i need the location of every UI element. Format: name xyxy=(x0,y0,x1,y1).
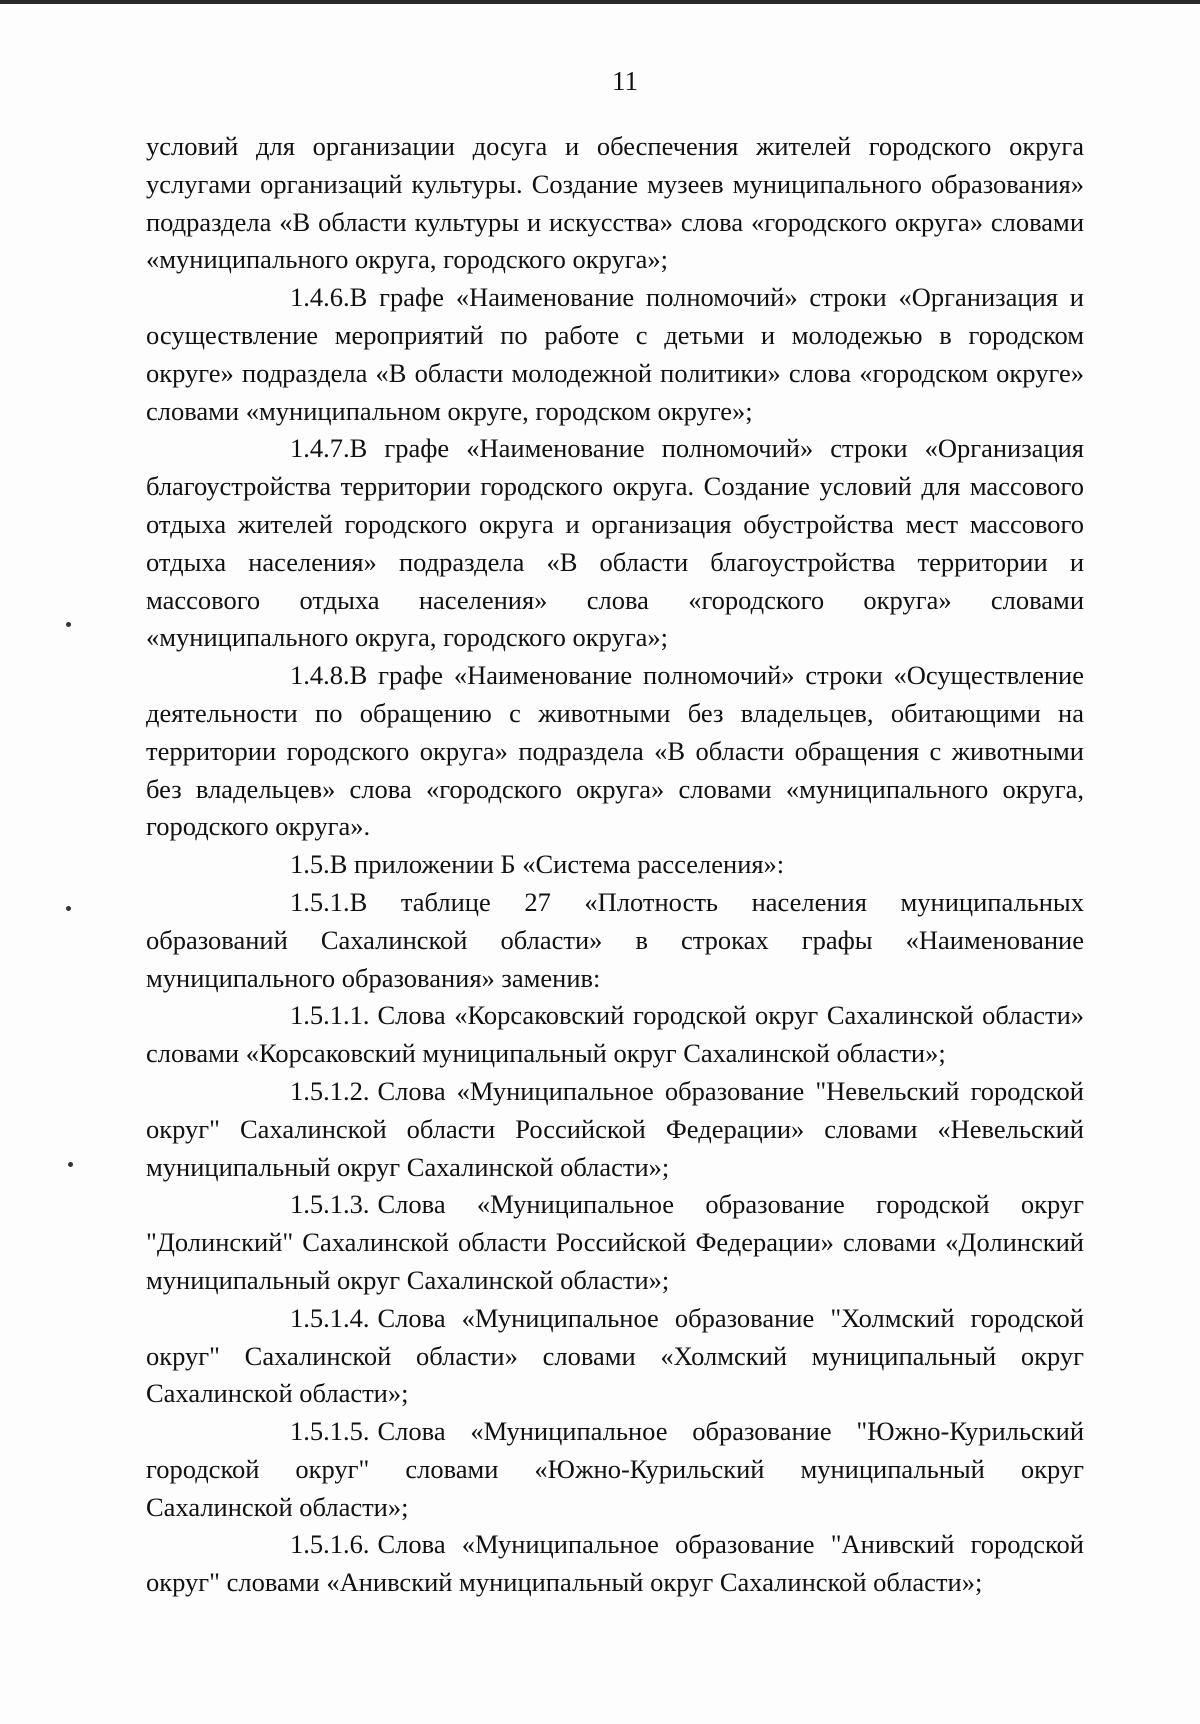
paragraph-number: 1.5.1.6. xyxy=(290,1529,370,1560)
page-number: 11 xyxy=(612,66,638,96)
paragraph-number: 1.5.1.1. xyxy=(290,1000,370,1031)
paragraph-number: 1.4.7. xyxy=(290,433,350,464)
paragraph-1-5 xyxy=(146,846,1084,884)
page-top-edge xyxy=(0,0,1200,4)
paragraph-text: Слова «Муниципальное образование "Невельский городской округ" Сахалинской области Российской Федерации» словами «Невельский муниципальный округ Сахалинской области»; xyxy=(146,1075,1084,1182)
paragraph-1-5-1-2 xyxy=(146,1073,1084,1186)
paragraph-continuation xyxy=(146,128,1084,279)
scan-speck xyxy=(68,1162,73,1167)
paragraph-1-5-1 xyxy=(146,884,1084,997)
paragraph-number: 1.4.8. xyxy=(290,660,350,691)
paragraph-text: Слова «Муниципальное образование "Холмский городской округ" Сахалинской области» словами «Холмский муниципальный округ Сахалинской области»; xyxy=(146,1302,1084,1409)
paragraph-number: 1.5.1.3. xyxy=(290,1189,370,1220)
paragraph-text: условий для организации досуга и обеспечения жителей городского округа услугами организаций культуры. Создание музеев муниципального образования» подраздела «В области культуры и искусства» слова «городского округа» словами «муниципального округа, городского округа»; xyxy=(146,131,1084,275)
paragraph-1-4-8 xyxy=(146,657,1084,846)
paragraph-text: Слова «Муниципальное образование "Южно-Курильский городской округ" словами «Южно-Курильский муниципальный округ Сахалинской области»; xyxy=(146,1416,1084,1522)
paragraph-text: В графе «Наименование полномочий» строки «Осуществление деятельности по обращению с животными без владельцев, обитающими на территории городского округа» подраздела «В области обращения с животными без владельцев» слова «городского округа» словами «муниципального округа, городского округа». xyxy=(146,660,1084,842)
paragraph-text: В таблице 27 «Плотность населения муниципальных образований Сахалинской области» в строках графы «Наименование муниципального образования» заменив: xyxy=(146,886,1084,993)
paragraph-1-5-1-3 xyxy=(146,1186,1084,1299)
scan-speck xyxy=(66,622,71,627)
paragraph-1-5-1-5 xyxy=(146,1413,1084,1526)
paragraph-number: 1.5.1.2. xyxy=(290,1075,370,1106)
paragraph-text: Слова «Муниципальное образование "Анивский городской округ" словами «Анивский муниципальный округ Сахалинской области»; xyxy=(146,1529,1084,1598)
paragraph-1-4-6 xyxy=(146,279,1084,430)
paragraph-text: Слова «Муниципальное образование городской округ "Долинский" Сахалинской области Российской Федерации» словами «Долинский муниципальный округ Сахалинской области»; xyxy=(146,1189,1084,1295)
paragraph-1-4-7 xyxy=(146,430,1084,657)
paragraph-text: В графе «Наименование полномочий» строки «Организация и осуществление мероприятий по работе с детьми и молодежью в городском округе» подраздела «В области молодежной политики» слова «городском округе» словами «муниципальном округе, городском округе»; xyxy=(146,282,1084,426)
paragraph-number: 1.5.1.5. xyxy=(290,1416,370,1447)
paragraph-text: Слова «Корсаковский городской округ Сахалинской области» словами «Корсаковский муниципальный округ Сахалинской области»; xyxy=(146,1000,1084,1069)
paragraph-number: 1.5.1. xyxy=(290,886,350,917)
paragraph-1-5-1-6 xyxy=(146,1526,1084,1602)
paragraph-1-5-1-4 xyxy=(146,1300,1084,1413)
paragraph-number: 1.4.6. xyxy=(290,282,350,313)
paragraph-number: 1.5. xyxy=(290,849,330,880)
paragraph-1-5-1-1 xyxy=(146,997,1084,1073)
paragraph-text: В приложении Б «Система расселения»: xyxy=(329,849,785,880)
document-body xyxy=(146,128,1084,1602)
paragraph-text: В графе «Наименование полномочий» строки «Организация благоустройства территории городского округа. Создание условий для массового отдыха жителей городского округа и организация обустройства мест массового отдыха населения» подраздела «В области благоустройства территории и массового отдыха населения» слова «городского округа» словами «муниципального округа, городского округа»; xyxy=(146,433,1084,653)
scan-speck xyxy=(66,906,71,911)
paragraph-number: 1.5.1.4. xyxy=(290,1302,370,1333)
